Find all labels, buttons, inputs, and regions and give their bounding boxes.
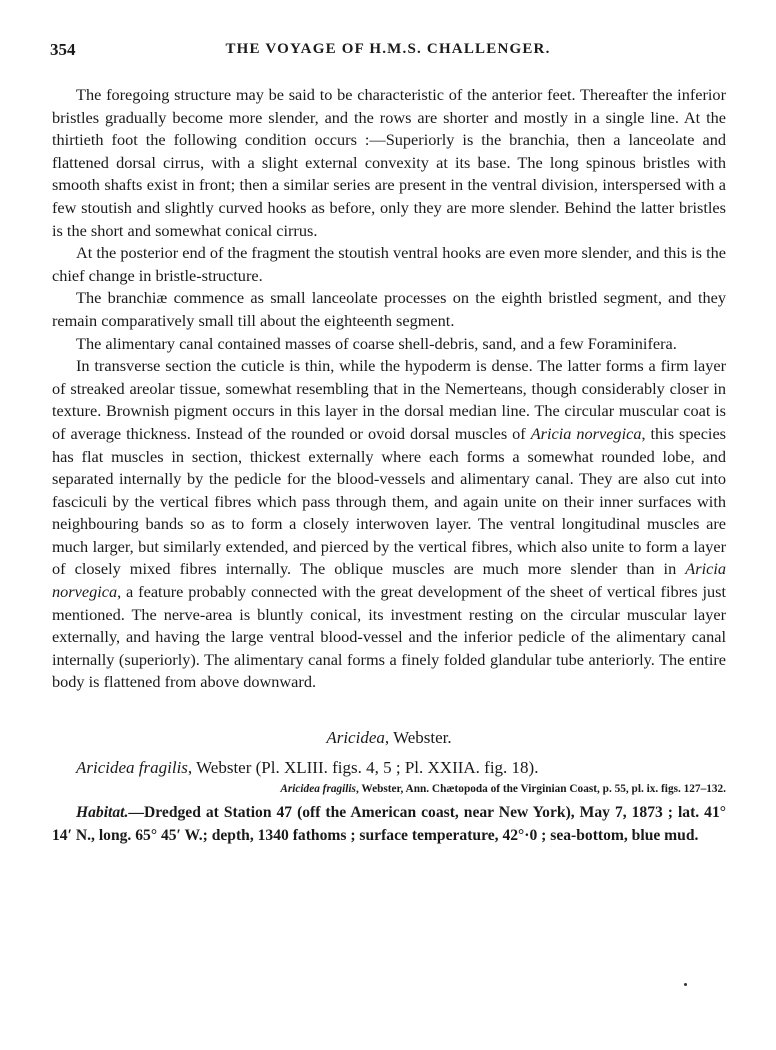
section-text-part1: In transverse section the cuticle is thin, while the hypoderm is dense. The latter forms a firm layer of streaked areolar tissue, somewhat resembling that in the Nemerteans, though considerably closer in texture. Brownish pigment occurs in this layer in the dorsal median line. The circular muscular coat is of average thickness. Instead of the rounded or ovoid dorsal muscles of xyxy=(52,356,726,443)
paragraph-alimentary-canal: The alimentary canal contained masses of coarse shell-debris, sand, and a few Foraminifera. xyxy=(76,333,677,353)
reference-species: Aricidea fragilis xyxy=(280,783,356,796)
habitat-label: Habitat. xyxy=(76,804,129,822)
page-body xyxy=(52,84,726,847)
stray-dot xyxy=(684,983,687,986)
habitat-text: —Dredged at Station 47 (off the American coast, near New York), May 7, 1873 ; lat. 41° 14′ N., long. 65° 45′ W.; depth, 1340 fathoms ; surface temperature, 42°·0 ; sea-bottom, blue mud. xyxy=(52,804,726,844)
paragraph-posterior-end: At the posterior end of the fragment the stoutish ventral hooks are even more slender, and this is the chief change in bristle-structure. xyxy=(52,243,726,285)
page-number: 354 xyxy=(50,40,76,59)
species-italic-1: Aricia norvegica xyxy=(530,423,642,443)
page-header xyxy=(50,40,726,62)
habitat-paragraph xyxy=(52,802,726,847)
genus-heading xyxy=(52,728,726,748)
species-line xyxy=(52,756,726,780)
reference-citation: , Webster, Ann. Chætopoda of the Virginian Coast, p. 55, pl. ix. figs. 127–132. xyxy=(355,783,726,796)
section-text-part2: , this species has flat muscles in section, thickest externally where each forms a somewhat rounded lobe, and separated internally by the pedicle for the blood-vessels and alimentary canal. They are also cut into fasciculi by the vertical fibres which pass through them, and again unite on their inner surfaces with neighbouring bands so as to form a closely interwoven layer. The ventral longitudinal muscles are much larger, but similarly extended, and pierced by the vertical fibres, which also unite to form a layer of closely mixed fibres internally. The oblique muscles are much more slender than in xyxy=(52,423,727,579)
paragraph-branchiae: The branchiæ commence as small lanceolate processes on the eighth bristled segment, and they remain comparatively small till about the eighteenth segment. xyxy=(52,288,726,330)
genus-authority: , Webster. xyxy=(384,728,452,748)
paragraph-anterior-feet: The foregoing structure may be said to be characteristic of the anterior feet. Thereafter the inferior bristles gradually become more slender, and the rows are shorter and mostly in a single line. At the thirtieth foot the following condition occurs :—Superiorly is the branchia, then a lanceolate and flattened dorsal cirrus, with a slight external convexity at its base. The long spinous bristles with smooth shafts exist in front; then a similar series are present in the ventral division, interspersed with a few stoutish and slightly curved hooks as before, only they are more slender. Behind the latter bristles is the short and somewhat conical cirrus. xyxy=(52,85,726,240)
paragraph-transverse-section xyxy=(52,355,726,694)
species-plates: , Webster (Pl. XLIII. figs. 4, 5 ; Pl. XXIIA. fig. 18). xyxy=(187,758,539,778)
section-text-part3: , a feature probably connected with the great development of the sheet of vertical fibres just mentioned. The nerve-area is bluntly conical, its investment resting on the circular muscular layer externally, and having the large ventral blood-vessel and the inferior pedicle of the alimentary canal internally (superiorly). The alimentary canal forms a finely folded glandular tube anteriorly. The entire body is flattened from above downward. xyxy=(52,582,726,692)
reference-line xyxy=(52,780,726,798)
species-italic-2: Aricia norvegica xyxy=(52,559,726,602)
running-title: THE VOYAGE OF H.M.S. CHALLENGER. xyxy=(225,41,551,57)
genus-name: Aricidea xyxy=(326,728,385,748)
species-name: Aricidea fragilis xyxy=(76,758,188,778)
